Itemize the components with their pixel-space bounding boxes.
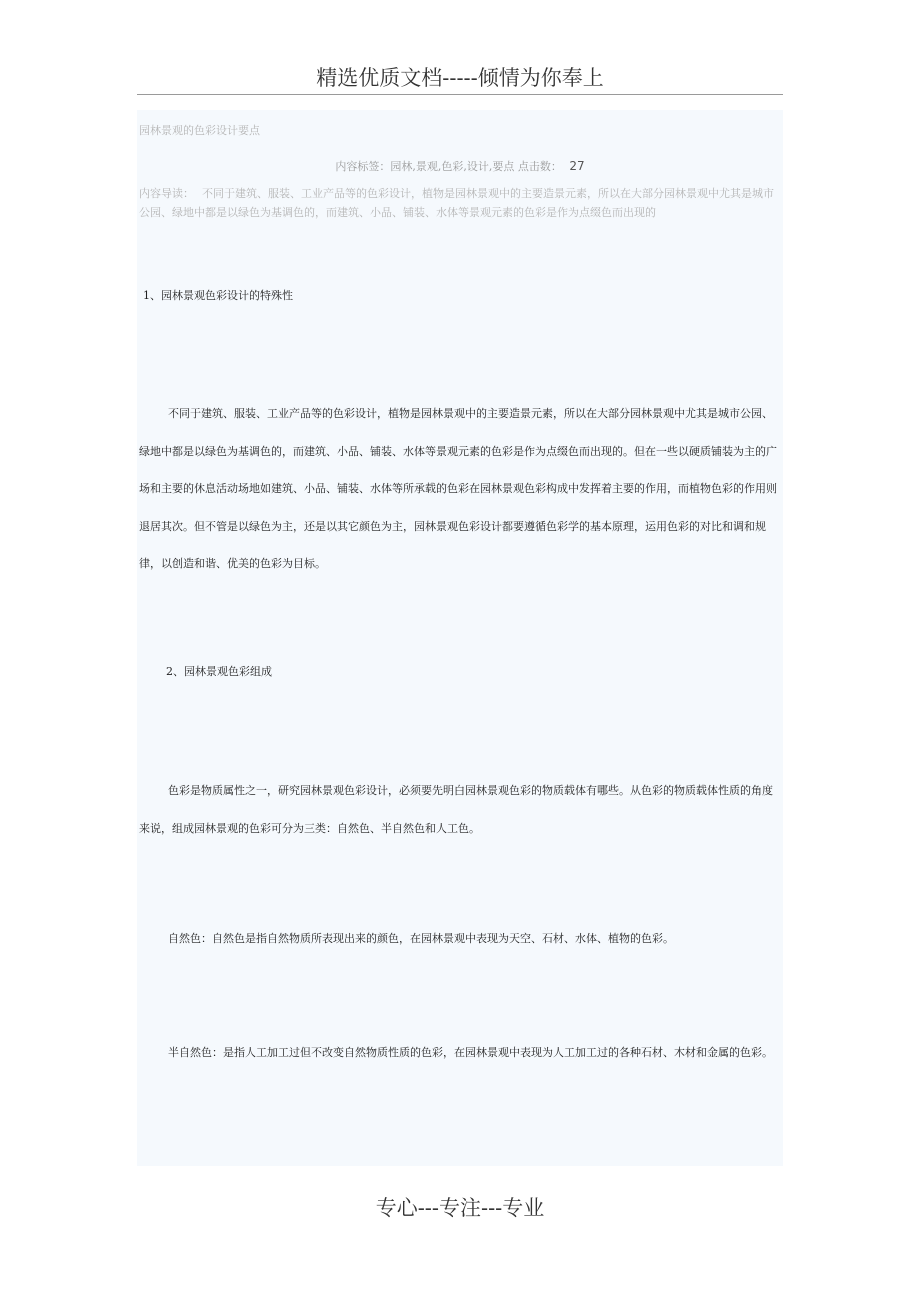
hits-label: 点击数： (517, 160, 562, 173)
section-heading-2: 2、园林景观色彩组成 (166, 665, 272, 678)
tags-value: 园林,景观,色彩,设计,要点 (390, 160, 515, 173)
summary-label: 内容导读： (139, 187, 194, 200)
paragraph-4: 半自然色：是指人工加工过但不改变自然物质性质的色彩，在园林景观中表现为人工加工过的各种石材、木材和金属的色彩。 (168, 1046, 773, 1059)
page-footer: 专心---专注---专业 (375, 1196, 545, 1220)
page-header: 精选优质文档-----倾情为你奉上 (137, 62, 783, 95)
tags-line (137, 158, 783, 174)
article-content (137, 110, 783, 1166)
summary-text: 不同于建筑、服装、工业产品等的色彩设计，植物是园林景观中的主要造景元素，所以在大部分园林景观中尤其是城市公园、绿地中都是以绿色为基调色的，而建筑、小品、铺装、水体等景观元素的色彩是作为点缀色而出现的 (139, 187, 774, 219)
paragraph-2: 色彩是物质属性之一，研究园林景观色彩设计，必须要先明白园林景观色彩的物质载体有哪些。从色彩的物质载体性质的角度来说，组成园林景观的色彩可分为三类：自然色、半自然色和人工色。 (139, 784, 773, 835)
hits-count: 27 (569, 159, 585, 173)
article-title: 园林景观的色彩设计要点 (139, 124, 260, 137)
article-summary (139, 184, 779, 222)
paragraph-3: 自然色：自然色是指自然物质所表现出来的颜色，在园林景观中表现为天空、石材、水体、植物的色彩。 (168, 932, 674, 945)
tags-label: 内容标签： (335, 160, 391, 173)
paragraph-1: 不同于建筑、服装、工业产品等的色彩设计，植物是园林景观中的主要造景元素，所以在大部分园林景观中尤其是城市公园、绿地中都是以绿色为基调色的，而建筑、小品、铺装、水体等景观元素的色彩是作为点缀色而出现的。但在一些以硬质铺装为主的广场和主要的休息活动场地如建筑、小品、铺装、水体等所承载的色彩在园林景观色彩构成中发挥着主要的作用，而植物色彩的作用则退居其次。但不管是以绿色为主，还是以其它颜色为主，园林景观色彩设计都要遵循色彩学的基本原理，运用色彩的对比和调和规律，以创造和谐、优美的色彩为目标。 (139, 407, 777, 570)
section-heading-1: 1、园林景观色彩设计的特殊性 (143, 289, 293, 302)
